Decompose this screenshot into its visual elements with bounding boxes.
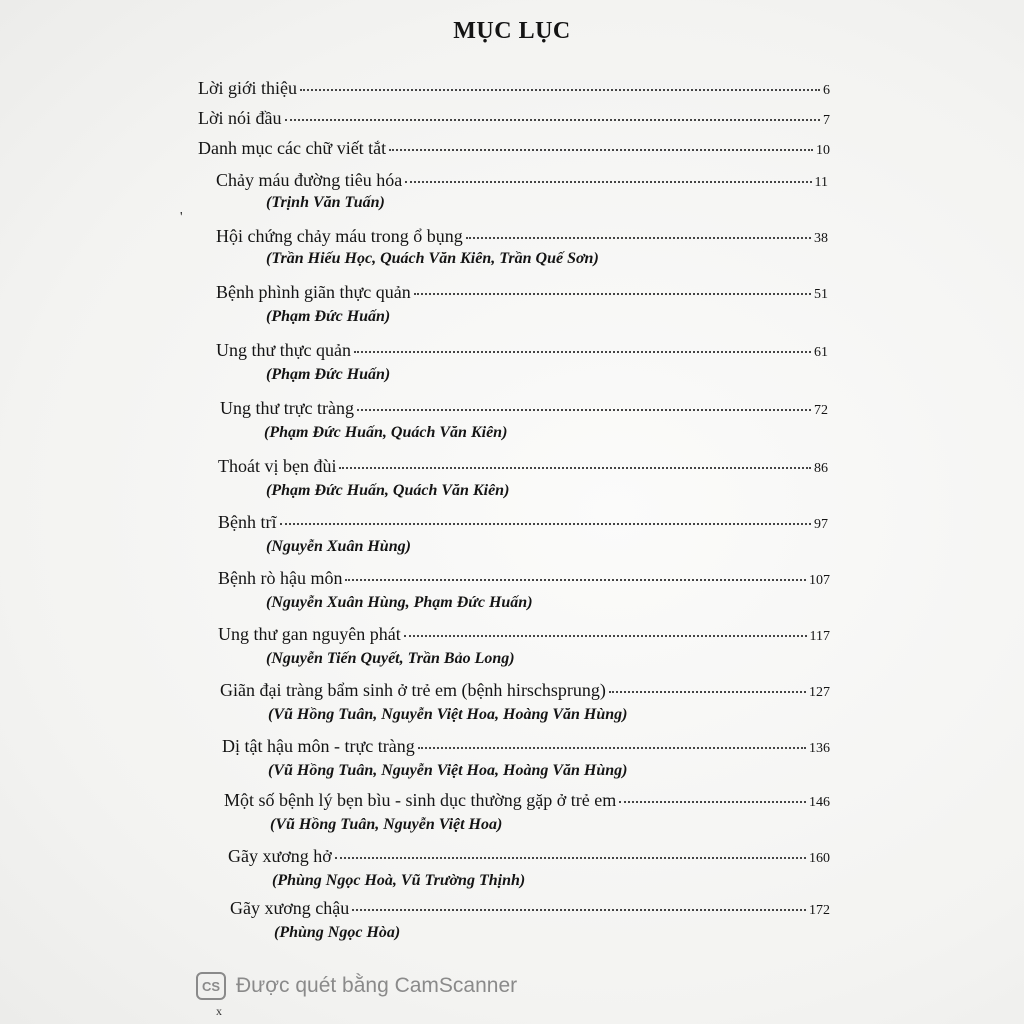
toc-entry-title: Thoát vị bẹn đùi [218,456,337,476]
toc-entry-authors: (Nguyễn Tiến Quyết, Trần Bảo Long) [266,650,515,667]
dot-leader [280,519,812,525]
toc-entry-page: 172 [809,903,830,918]
toc-entry-authors: (Vũ Hồng Tuân, Nguyễn Việt Hoa, Hoàng Văn Hùng) [268,706,628,723]
toc-entry-title: Danh mục các chữ viết tắt [198,138,387,158]
toc-entry-page: 10 [816,143,830,158]
toc-entry-title: Gãy xương chậu [230,898,350,918]
dot-leader [335,853,806,859]
toc-entry [198,108,830,129]
toc-entry-authors: (Phạm Đức Huấn) [266,308,391,325]
toc-entry-page: 127 [809,685,830,700]
toc-entry-page: 107 [809,573,830,588]
toc-entry-title: Lời nói đầu [198,108,282,128]
toc-entry-title: Bệnh trĩ [218,512,277,532]
toc-entry [218,456,828,477]
dot-leader [354,347,811,353]
toc-entry-page: 97 [814,517,828,532]
toc-entry [198,78,830,99]
toc-entry-title: Giãn đại tràng bẩm sinh ở trẻ em (bệnh hirschsprung) [220,680,606,700]
toc-entry-title: Hội chứng chảy máu trong ổ bụng [216,226,463,246]
dot-leader [619,797,806,803]
toc-entry-authors: (Trần Hiếu Học, Quách Văn Kiên, Trần Quế Sơn) [266,250,599,267]
toc-entry-page: 146 [809,795,830,810]
dot-leader [285,115,820,121]
toc-entry-title: Chảy máu đường tiêu hóa [216,170,403,190]
toc-entry-authors: (Nguyễn Xuân Hùng) [266,538,411,555]
toc-entry-page: 11 [814,175,828,190]
toc-entry-title: Lời giới thiệu [198,78,298,98]
toc-entry-title: Gãy xương hở [228,846,332,866]
toc-entry-page: 160 [809,851,830,866]
dot-leader [389,145,813,151]
toc-entry [218,568,830,589]
toc-entry-title: Ung thư gan nguyên phát [218,624,401,644]
toc-entry [216,340,828,361]
toc-entry-authors: (Phùng Ngọc Hoà, Vũ Trường Thịnh) [272,872,526,889]
dot-leader [466,233,811,239]
toc-entry-page: 117 [809,629,830,644]
toc-entry-authors: (Phạm Đức Huấn, Quách Văn Kiên) [266,482,510,499]
toc-entry [218,512,828,533]
dot-leader [339,463,811,469]
toc-entry-authors: (Vũ Hồng Tuân, Nguyễn Việt Hoa, Hoàng Văn Hùng) [268,762,628,779]
toc-entry [218,624,830,645]
dot-leader [352,905,806,911]
dot-leader [418,743,806,749]
toc-entry [230,898,830,919]
toc-entry-authors: (Phạm Đức Huấn, Quách Văn Kiên) [264,424,508,441]
toc-entry-title: Ung thư thực quản [216,340,351,360]
toc-entry [216,170,828,191]
dot-leader [300,85,820,91]
toc-entry [220,680,830,701]
toc-entry-authors: (Phùng Ngọc Hòa) [274,924,401,941]
watermark-text: Được quét bằng CamScanner [236,974,518,997]
toc-entry-page: 7 [823,113,830,128]
toc-entry-title: Một số bệnh lý bẹn bìu - sinh dục thường gặp ở trẻ em [224,790,617,810]
toc-entry-title: Dị tật hậu môn - trực tràng [222,736,415,756]
toc-entry [228,846,830,867]
toc-entry-page: 61 [814,345,828,360]
toc-entry-authors: (Vũ Hồng Tuân, Nguyễn Việt Hoa) [270,816,503,833]
toc-entry [216,282,828,303]
toc-entry-authors: (Trịnh Văn Tuấn) [266,194,385,211]
toc-entry-title: Bệnh phình giãn thực quản [216,282,411,302]
dot-leader [405,177,811,183]
toc-entry-page: 86 [814,461,828,476]
toc-entry-page: 38 [814,231,828,246]
toc-entry-page: 51 [814,287,828,302]
toc-entry [198,138,830,159]
toc-entry-page: 136 [809,741,830,756]
toc-entry-page: 6 [823,83,830,98]
toc-entry-authors: (Phạm Đức Huấn) [266,366,391,383]
toc-entry-page: 72 [814,403,828,418]
dot-leader [357,405,811,411]
camscanner-watermark [196,972,517,1000]
toc-entry [216,226,828,247]
page-title: MỤC LỤC [453,18,571,44]
dot-leader [609,687,806,693]
toc-entry-title: Bệnh rò hậu môn [218,568,343,588]
dot-leader [345,575,806,581]
toc-entry-authors: (Nguyễn Xuân Hùng, Phạm Đức Huấn) [266,594,533,611]
toc-entry [222,736,830,757]
camscanner-logo-icon: CS [196,972,226,1000]
dot-leader [414,289,811,295]
stray-mark: ' [180,210,183,225]
toc-entry [220,398,828,419]
footer-mark: x [216,1004,222,1018]
dot-leader [404,631,807,637]
toc-entry [224,790,830,811]
toc-entry-title: Ung thư trực tràng [220,398,354,418]
